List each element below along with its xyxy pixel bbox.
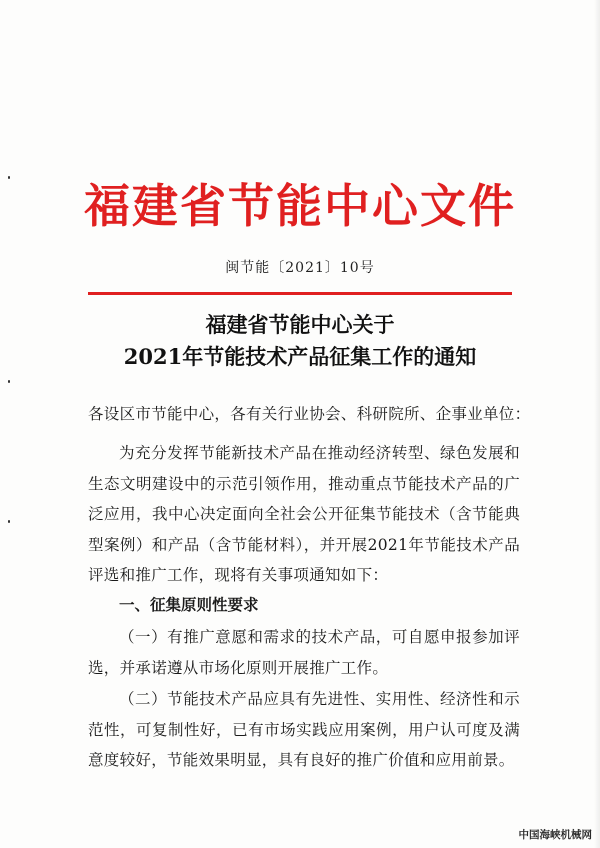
scan-speck — [8, 380, 10, 383]
scan-speck — [8, 520, 10, 523]
intro-paragraph: 为充分发挥节能新技术产品在推动经济转型、绿色发展和生态文明建设中的示范引领作用，推动重点节能技术产品的广泛应用，我中心决定面向全社会公开征集节能技术（含节能典型案例）和产品（含节能材料），并开展2021年节能技术产品评选和推广工作，现将有关事项通知如下： — [88, 444, 520, 584]
document-number: 闽节能〔2021〕10号 — [225, 260, 375, 276]
item1-paragraph: （一）有推广意愿和需求的技术产品，可自愿申报参加评选，并承诺遵从市场化原则开展推广工作。 — [88, 628, 520, 677]
scan-speck — [8, 176, 10, 179]
document-header: 福建省节能中心文件 — [84, 179, 516, 233]
item2-paragraph: （二）节能技术产品应具有先进性、实用性、经济性和示范性，可复制性好，已有市场实践应用案例，用户认可度及满意度较好，节能效果明显，具有良好的推广价值和应用前景。 — [88, 690, 520, 769]
document-title-line1: 福建省节能中心关于 — [205, 312, 395, 337]
salutation: 各设区市节能中心，各有关行业协会、科研院所、企事业单位： — [88, 405, 531, 423]
header-divider — [88, 292, 512, 295]
site-watermark: 中国海峡机械网 — [518, 829, 592, 841]
scan-edge-shadow — [594, 0, 600, 848]
section1-heading: 一、征集原则性要求 — [119, 596, 259, 614]
document-title-line2: 2021年节能技术产品征集工作的通知 — [123, 344, 477, 369]
